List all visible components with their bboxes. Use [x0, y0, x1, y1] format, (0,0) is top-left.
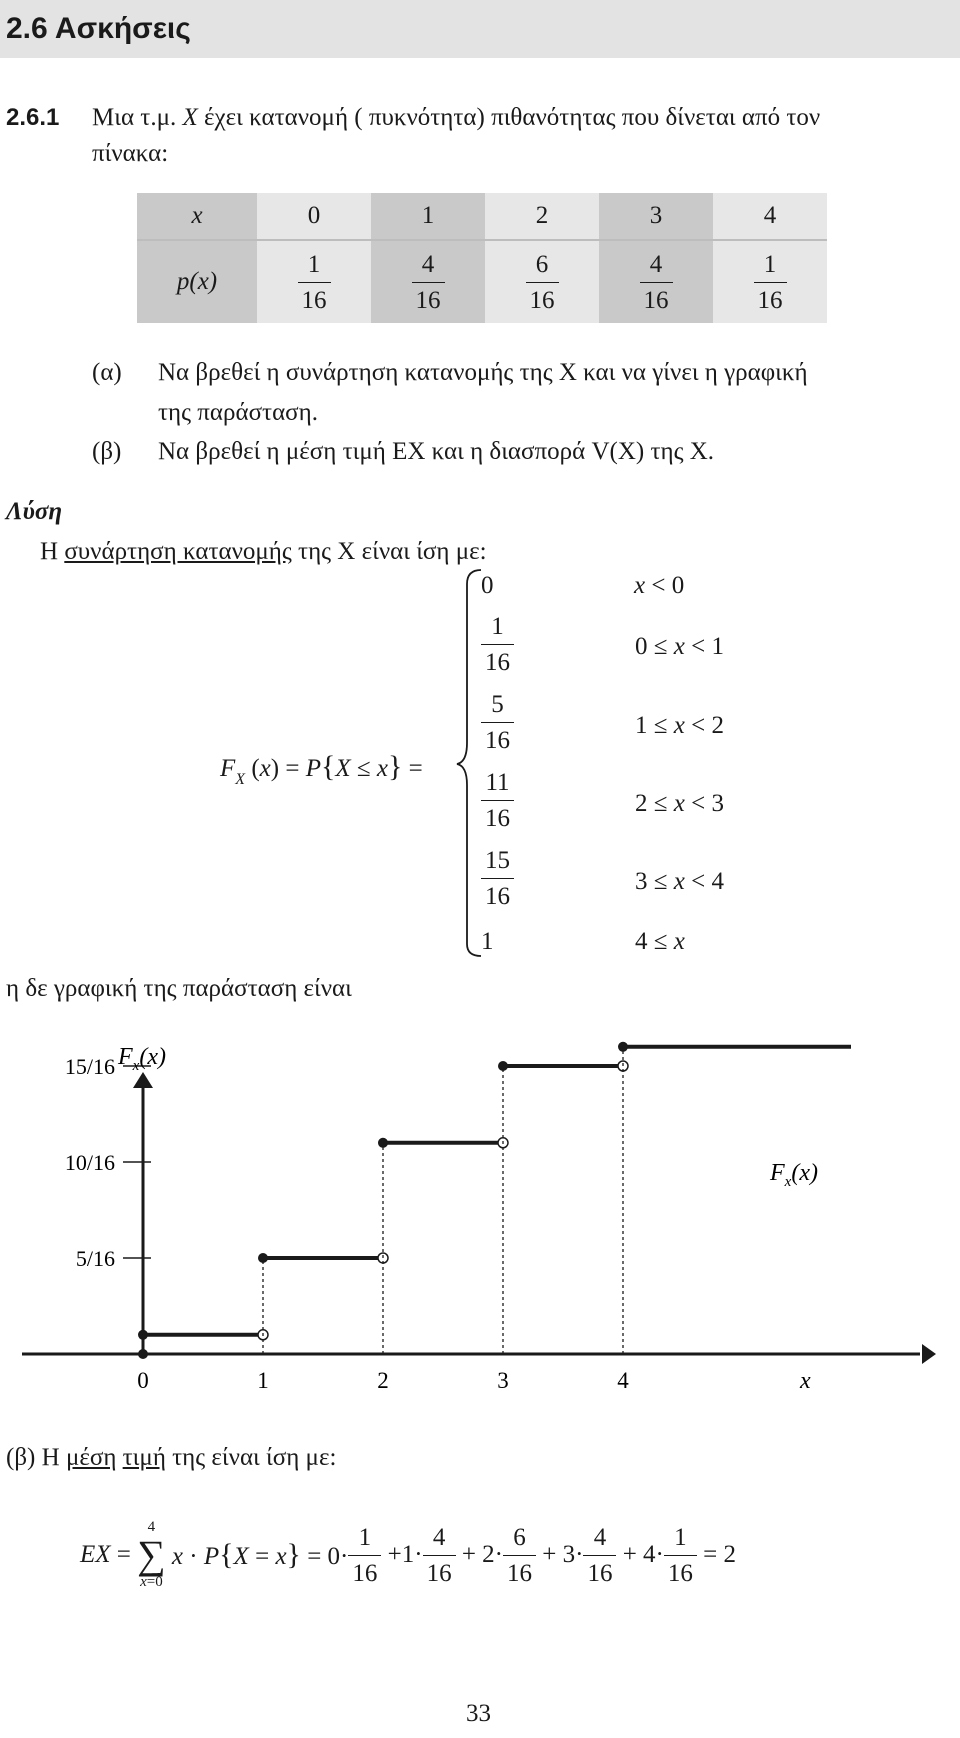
- y-tick-label: 10/16: [64, 1150, 115, 1175]
- exercise-intro-line1: [92, 104, 820, 132]
- cdf-case-value: 0: [481, 572, 494, 599]
- table-row-p: [137, 240, 827, 323]
- cdf-chart: [0, 1030, 960, 1400]
- table-cell-x: 1: [371, 193, 485, 240]
- page-number: 33: [466, 1700, 491, 1727]
- exercise-number: 2.6.1: [6, 104, 60, 131]
- closed-point: [138, 1330, 148, 1340]
- x-tick-label: 4: [617, 1368, 629, 1393]
- part-a-label: (α): [92, 359, 122, 386]
- closed-point: [378, 1138, 388, 1148]
- chart-axes: [22, 1072, 936, 1364]
- part-b-underlined-1: μέση: [65, 1444, 117, 1471]
- table-cell-x: 4: [713, 193, 827, 240]
- part-b-text: Να βρεθεί η μέση τιμή EX και η διασπορά V(X) της X.: [158, 438, 715, 465]
- pmf-table: [137, 193, 827, 323]
- part-a-line2: της παράσταση.: [158, 399, 318, 426]
- cdf-case-condition: 3 ≤ x < 4: [635, 868, 724, 895]
- fraction-numerator: 6: [535, 250, 549, 278]
- table-cell-p: [485, 240, 599, 323]
- closed-point: [618, 1042, 628, 1052]
- cdf-case-value: $\frac{15}{16}$: [481, 848, 514, 909]
- series-label: $F_x(x)$: [770, 1160, 818, 1190]
- part-b-solution-suffix: της είναι ίση με:: [172, 1444, 337, 1471]
- table-cell-x: 2: [485, 193, 599, 240]
- fraction-numerator: 4: [649, 250, 663, 278]
- cdf-case-condition: 4 ≤ x: [635, 928, 685, 955]
- fraction-denominator: 16: [298, 282, 331, 313]
- origin-point: [138, 1349, 148, 1359]
- x-tick-label: 3: [497, 1368, 509, 1393]
- part-b-solution-intro: [6, 1444, 336, 1472]
- x-axis-label: x: [800, 1368, 811, 1394]
- cdf-lhs: $F_X$ (x) = P{X ≤ x} =: [220, 750, 423, 788]
- y-tick-label: 15/16: [64, 1054, 115, 1079]
- part-a-line1: Να βρεθεί η συνάρτηση κατανομής της X και να γίνει η γραφική: [158, 359, 808, 386]
- intro-prefix: Μια τ.μ.: [92, 104, 177, 131]
- y-tick-label: 5/16: [75, 1246, 115, 1271]
- cdf-case-condition: 0 ≤ x < 1: [635, 633, 724, 660]
- table-cell-p: [713, 240, 827, 323]
- part-b-solution-prefix: (β) Η: [6, 1444, 60, 1471]
- table-header-x: x: [137, 193, 257, 240]
- x-axis-arrow: [922, 1344, 936, 1364]
- y-axis-label: $F_x(x)$: [118, 1044, 166, 1074]
- y-axis-arrow: [133, 1072, 153, 1088]
- cdf-case-condition: 2 ≤ x < 3: [635, 790, 724, 817]
- closed-point: [258, 1253, 268, 1263]
- cdf-case-value: 1: [481, 928, 494, 955]
- x-tick-label: 2: [377, 1368, 389, 1393]
- graph-intro: η δε γραφική της παράσταση είναι: [6, 975, 352, 1002]
- fraction-denominator: 16: [412, 282, 445, 313]
- solution-intro-underlined: συνάρτηση κατανομής: [64, 538, 292, 565]
- table-cell-p: [599, 240, 713, 323]
- fraction-denominator: 16: [754, 282, 787, 313]
- exercise-intro-line2: πίνακα:: [92, 140, 169, 167]
- solution-intro: [40, 538, 487, 566]
- solution-intro-suffix: της X είναι ίση με:: [298, 538, 487, 565]
- fraction-numerator: 1: [307, 250, 321, 278]
- solution-intro-prefix: Η: [40, 538, 59, 565]
- part-b-label: (β): [92, 438, 122, 465]
- table-cell-x: 3: [599, 193, 713, 240]
- table-header-p: p(x): [137, 240, 257, 323]
- fraction-denominator: 16: [526, 282, 559, 313]
- cdf-case-condition: 1 ≤ x < 2: [635, 712, 724, 739]
- cdf-case-value: $\frac{1}{16}$: [481, 614, 514, 675]
- cdf-case-value: $\frac{5}{16}$: [481, 692, 514, 753]
- fraction-denominator: 16: [640, 282, 673, 313]
- solution-heading: Λύση: [6, 498, 63, 525]
- intro-suffix: έχει κατανομή ( πυκνότητα) πιθανότητας που δίνεται από τον: [204, 104, 821, 131]
- table-cell-x: 0: [257, 193, 371, 240]
- table-row-x: [137, 193, 827, 240]
- sum-symbol: 4 ∑ x=0: [137, 1519, 166, 1590]
- intro-variable: X: [182, 104, 198, 131]
- fraction-numerator: 4: [421, 250, 435, 278]
- table-cell-p: [257, 240, 371, 323]
- cdf-case-value: $\frac{11}{16}$: [481, 770, 514, 831]
- fraction-numerator: 1: [763, 250, 777, 278]
- ex-formula: EX = 4 ∑ x=0 x · P{X = x} = 0· $\frac{1}{16}$ +1· $\frac{4}{16}$ + 2· $\frac{6}{16}$ + 3· $\frac{4}{16}$ + 4· $\frac{1}{16}$ = 2: [80, 1519, 736, 1590]
- x-tick-label: 0: [137, 1368, 149, 1393]
- section-title: 2.6 Ασκήσεις: [6, 12, 191, 45]
- part-b-underlined-2: τιμή: [122, 1444, 166, 1471]
- table-cell-p: [371, 240, 485, 323]
- closed-point: [498, 1061, 508, 1071]
- cdf-case-condition: x < 0: [634, 572, 685, 599]
- x-tick-label: 1: [257, 1368, 269, 1393]
